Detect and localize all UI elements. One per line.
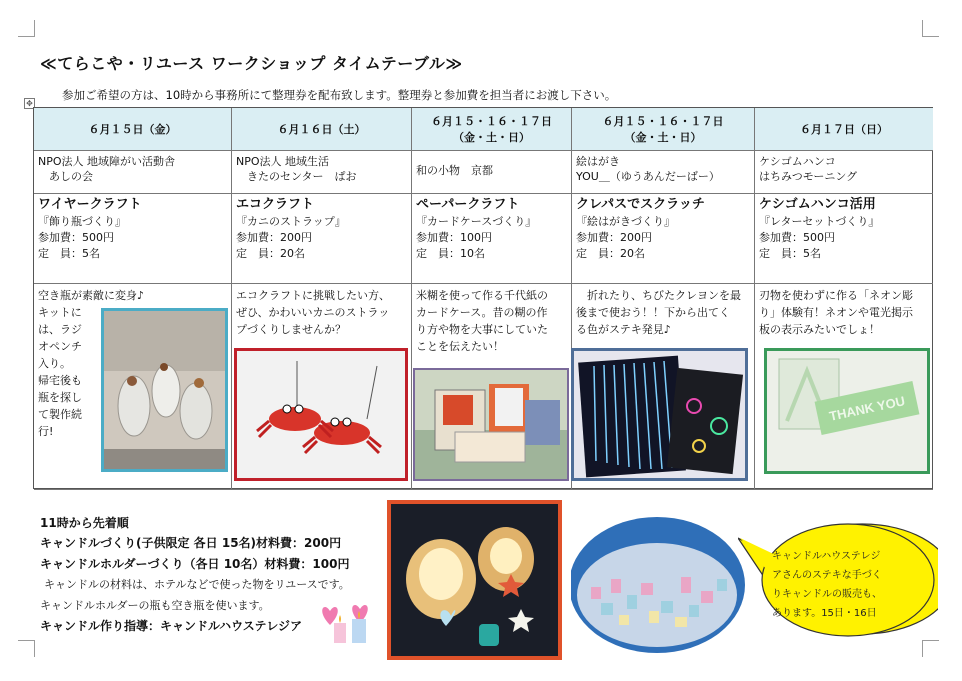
candle-making-info: キャンドルづくり(子供限定 各日 15名)材料費：200円	[40, 536, 342, 550]
workshop-fee: 参加費：500円	[759, 231, 835, 244]
crop-mark-top-right	[922, 20, 939, 37]
scratch-postcard-image	[574, 351, 745, 478]
workshop-capacity: 定 員：20名	[236, 247, 305, 260]
organizer-cell-1	[232, 151, 412, 194]
intro-text: 参加ご希望の方は、10時から事務所にて整理券を配布致します。整理券と参加費を担当者にお渡し下さい。	[62, 88, 617, 102]
description-line: カードケース。昔の糊の作	[416, 306, 548, 319]
date-label: ６月１７日（日）	[800, 123, 888, 136]
candle-sale-photo	[571, 507, 766, 655]
candle-holder-info: キャンドルホルダーづくり（各日 10名）材料費：100円	[40, 557, 350, 571]
description-line: 板の表示みたいでしょ！	[759, 323, 880, 336]
bubble-line: アさんのステキな手づく	[772, 570, 882, 581]
candle-instructor: キャンドル作り指導：キャンドルハウステレジア	[40, 619, 303, 633]
speech-bubble-text	[772, 547, 922, 623]
workshop-title: クレパスでスクラッチ	[576, 197, 705, 212]
workshop-title: ワイヤークラフト	[38, 197, 142, 212]
crop-mark-bottom-right	[922, 640, 939, 657]
crab-strap-photo	[234, 348, 408, 481]
scratch-postcard-photo	[571, 348, 748, 481]
bubble-line: キャンドルハウステレジ	[772, 551, 881, 562]
description-line: 行!	[38, 425, 54, 438]
organizer-name: 和の小物 京都	[416, 164, 493, 177]
date-days-label: （金・土・日）	[453, 131, 530, 144]
page-title: ≪てらこや・リユース ワークショップ タイムテーブル≫	[40, 54, 463, 73]
wire-craft-image	[104, 311, 225, 469]
organizer-name: NPO法人 地域生活	[236, 155, 330, 168]
description-line: キットに	[38, 306, 82, 319]
date-header-2	[412, 108, 572, 151]
description-line: る色がステキ発見♪	[576, 323, 671, 336]
description-line: 空き瓶が素敵に変身♪	[38, 289, 145, 302]
date-header-4	[755, 108, 933, 151]
bubble-line: あります。15日・16日	[772, 608, 877, 619]
description-line: ぜひ、かわいいカニのストラッ	[236, 306, 390, 319]
organizer-name: YOU＿（ゆうあんだーばー）	[576, 170, 720, 183]
description-line: ことを伝えたい！	[416, 340, 504, 353]
date-header-0	[34, 108, 232, 151]
organizer-name: 絵はがき	[576, 155, 620, 168]
organizer-name: NPO法人 地域障がい活動舎	[38, 155, 176, 168]
description-line: り」体験有！ネオンや電光掲示	[759, 306, 913, 319]
workshop-subtitle: 『飾り瓶づくり』	[38, 215, 126, 228]
organizer-name: はちみつモーニング	[759, 170, 858, 183]
workshop-title: エコクラフト	[236, 197, 315, 212]
workshop-subtitle: 『絵はがきづくり』	[576, 215, 675, 228]
description-line: エコクラフトに挑戦したい方、	[236, 289, 390, 302]
workshop-fee: 参加費：500円	[38, 231, 114, 244]
candle-material-note: キャンドルの材料は、ホテルなどで使った物をリユースです。	[44, 578, 350, 591]
workshop-cell-1	[232, 194, 412, 284]
description-line: 折れたり、ちびたクレヨンを最	[576, 289, 741, 302]
workshop-cell-2	[412, 194, 572, 284]
crab-strap-image	[237, 351, 405, 478]
description-line: り方や物を大事にしていた	[416, 323, 548, 336]
description-line: て製作続	[38, 408, 82, 421]
candle-holder-note: キャンドルホルダーの瓶も空き瓶を使います。	[40, 599, 270, 612]
description-line: プづくりしませんか？	[236, 323, 346, 336]
workshop-fee: 参加費：200円	[236, 231, 312, 244]
table-move-handle-icon[interactable]: ✥	[24, 98, 35, 109]
organizer-cell-3	[572, 151, 755, 194]
candle-time-note: 11時から先着順	[40, 516, 129, 530]
letter-set-image	[767, 351, 927, 471]
bubble-line: りキャンドルの販売も、	[772, 589, 882, 600]
date-days-label: （金・土・日）	[624, 131, 702, 144]
date-label: ６月１５・１６・１７日	[431, 115, 552, 128]
workshop-capacity: 定 員：20名	[576, 247, 645, 260]
wire-craft-photo	[101, 308, 228, 472]
candle-sale-image	[571, 507, 766, 655]
organizer-cell-0	[34, 151, 232, 194]
workshop-capacity: 定 員：5名	[759, 247, 821, 260]
candle-photo	[387, 500, 562, 660]
workshop-title: ケシゴムハンコ活用	[759, 197, 876, 212]
workshop-subtitle: 『カードケースづくり』	[416, 215, 537, 228]
workshop-capacity: 定 員：5名	[38, 247, 100, 260]
workshop-capacity: 定 員：10名	[416, 247, 485, 260]
date-label: ６月１６日（土）	[277, 123, 366, 136]
description-line: オペンチ	[38, 340, 82, 353]
organizer-name: ケシゴムハンコ	[759, 155, 836, 168]
description-line: 後まで使おう！！下から出てく	[576, 306, 730, 319]
crop-mark-top-left	[18, 20, 35, 37]
organizer-name: きたのセンター ぱお	[236, 170, 357, 183]
candle-clipart-icon	[320, 597, 380, 647]
description-line: 入り。	[38, 357, 71, 370]
organizer-cell-4	[755, 151, 933, 194]
candle-image	[391, 504, 558, 656]
date-header-3	[572, 108, 755, 151]
workshop-title: ペーパークラフト	[416, 197, 520, 212]
workshop-fee: 参加費：100円	[416, 231, 492, 244]
workshop-subtitle: 『カニのストラップ』	[236, 215, 346, 228]
description-line: 刃物を使わずに作る「ネオン彫	[759, 289, 913, 302]
workshop-cell-3	[572, 194, 755, 284]
organizer-cell-2	[412, 151, 572, 194]
workshop-fee: 参加費：200円	[576, 231, 652, 244]
letter-set-photo	[764, 348, 930, 474]
description-line: 帰宅後も	[38, 374, 82, 387]
thank-you-stamp-text: THANK YOU	[827, 393, 907, 424]
date-label: ６月１５日（金）	[88, 123, 177, 136]
description-line: は、ラジ	[38, 323, 82, 336]
workshop-cell-0	[34, 194, 232, 284]
card-case-image	[415, 370, 567, 479]
date-header-1	[232, 108, 412, 151]
date-label: ６月１５・１６・１７日	[602, 115, 724, 128]
organizer-name: あしの会	[38, 170, 93, 183]
card-case-photo	[413, 368, 569, 481]
workshop-subtitle: 『レターセットづくり』	[759, 215, 880, 228]
crop-mark-bottom-left	[18, 640, 35, 657]
workshop-cell-4	[755, 194, 933, 284]
description-line: 瓶を探し	[38, 391, 82, 404]
description-line: 米糊を使って作る千代紙の	[416, 289, 548, 302]
